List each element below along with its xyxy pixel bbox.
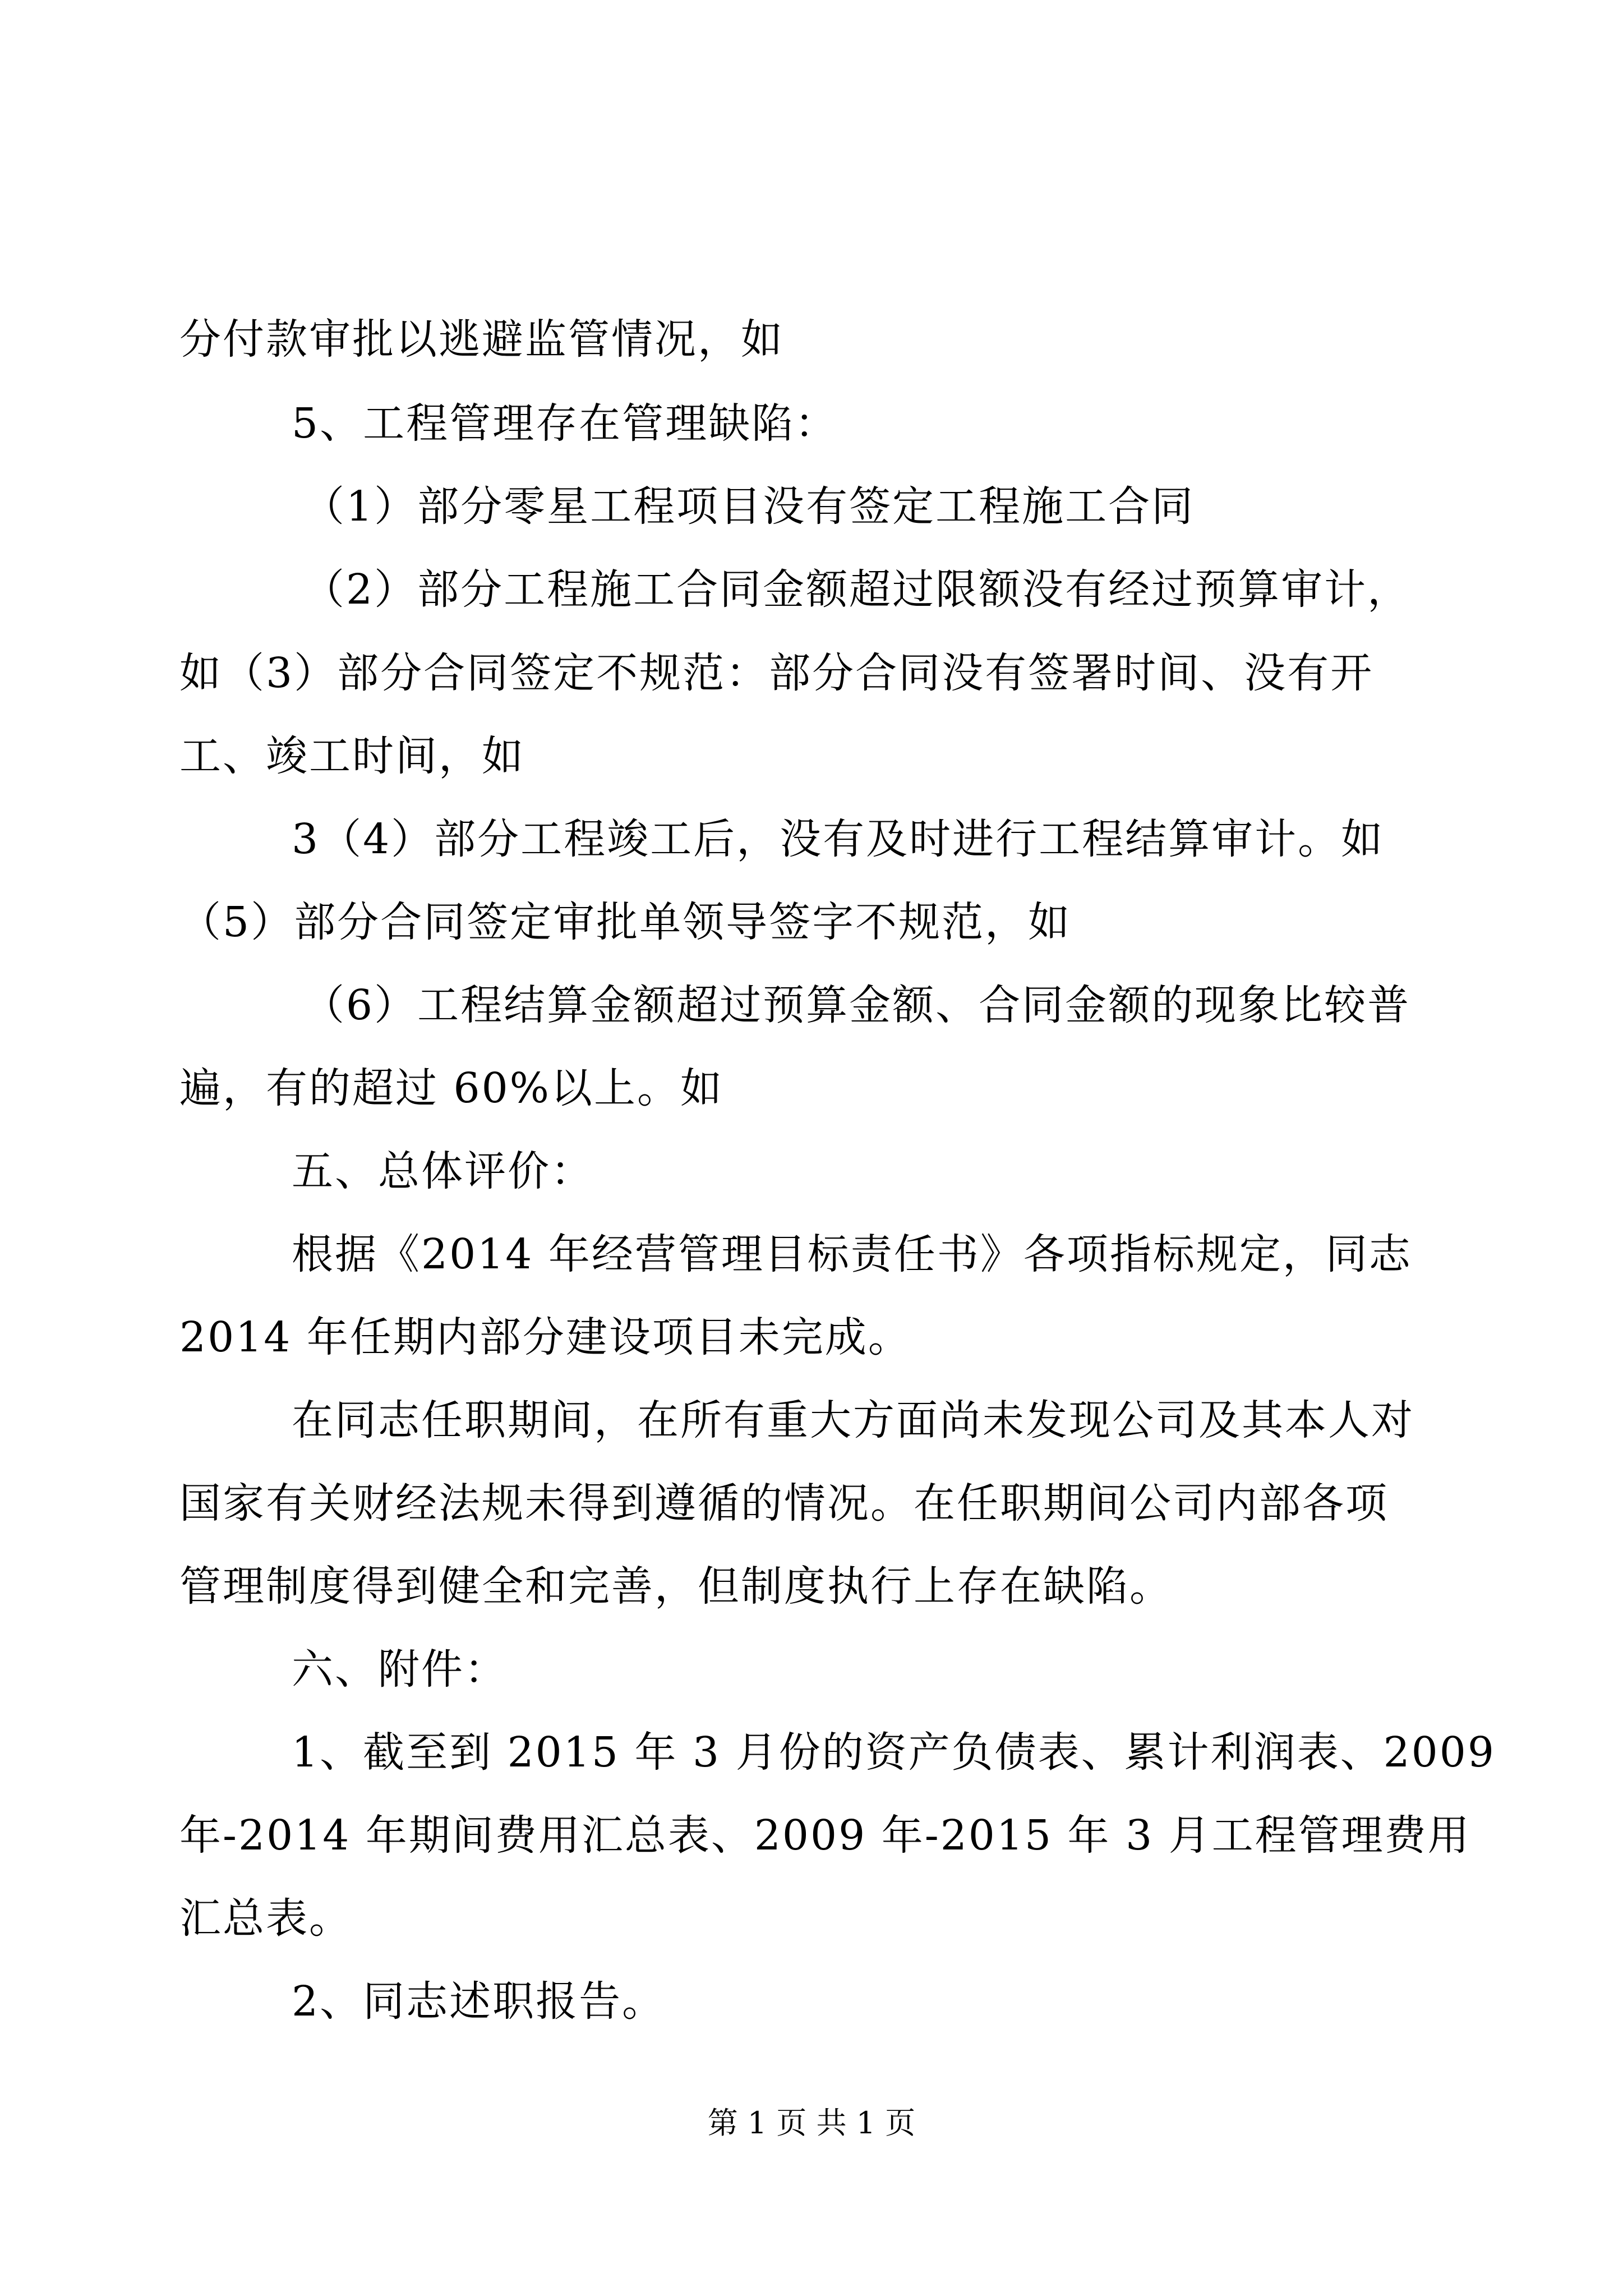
section-heading-evaluation: 五、总体评价：	[292, 1147, 594, 1195]
body-line-2: 5、工程管理存在管理缺陷：	[292, 399, 838, 448]
body-line-16: 管理制度得到健全和完善，但制度执行上存在缺陷。	[179, 1562, 1173, 1611]
body-line-6: 工、竣工时间，如	[179, 732, 525, 780]
body-line-10: 遍，有的超过 60%以上。如	[179, 1064, 723, 1112]
body-line-7: 3（4）部分工程竣工后，没有及时进行工程结算审计。如	[292, 815, 1385, 863]
body-line-12: 根据《2014 年经营管理目标责任书》各项指标规定，同志	[292, 1230, 1412, 1278]
body-line-13: 2014 年任期内部分建设项目未完成。	[179, 1313, 911, 1361]
page-footer: 第 1 页 共 1 页	[707, 2105, 916, 2141]
body-line-9: （6）工程结算金额超过预算金额、合同金额的现象比较普	[303, 981, 1411, 1029]
body-line-4: （2）部分工程施工合同金额超过限额没有经过预算审计，	[303, 565, 1411, 614]
section-heading-attachments: 六、附件：	[292, 1645, 508, 1694]
body-line-8: （5）部分合同签定审批单领导签字不规范，如	[179, 898, 1072, 946]
body-line-20: 汇总表。	[179, 1894, 352, 1943]
body-line-3: （1）部分零星工程项目没有签定工程施工合同	[303, 482, 1195, 531]
body-line-15: 国家有关财经法规未得到遵循的情况。在任职期间公司内部各项	[179, 1479, 1389, 1527]
body-line-1: 分付款审批以逃避监管情况，如	[179, 315, 784, 364]
body-line-21: 2、同志述职报告。	[292, 1977, 666, 2026]
body-line-18: 1、截至到 2015 年 3 月份的资产负债表、累计利润表、2009	[292, 1728, 1496, 1777]
body-line-5: 如（3）部分合同签定不规范：部分合同没有签署时间、没有开	[179, 649, 1374, 697]
body-line-14: 在同志任职期间，在所有重大方面尚未发现公司及其本人对	[292, 1396, 1414, 1444]
body-line-19: 年-2014 年期间费用汇总表、2009 年-2015 年 3 月工程管理费用	[179, 1811, 1471, 1860]
